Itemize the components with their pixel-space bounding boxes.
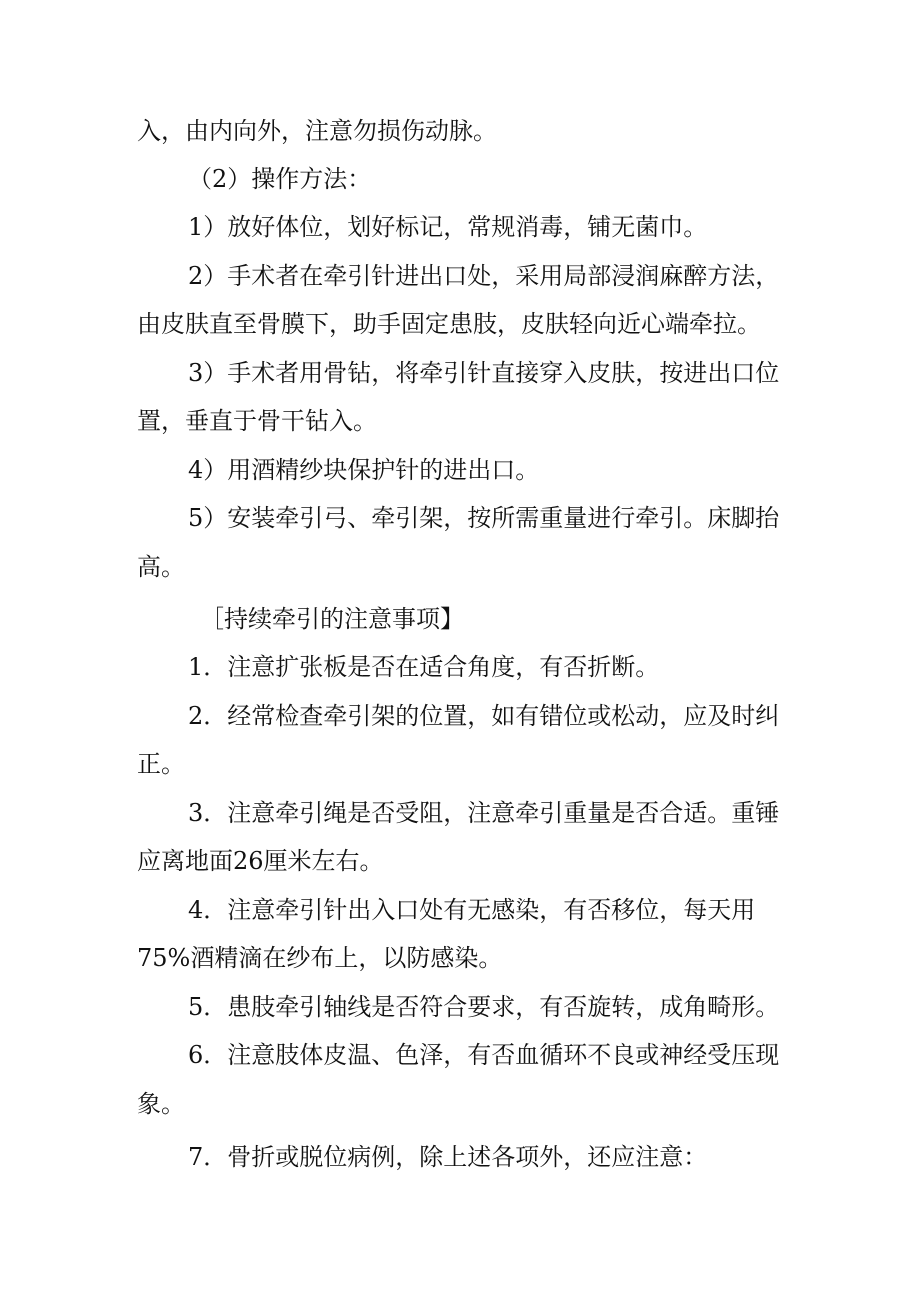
step-5-continued: 高。 [137, 553, 185, 581]
precaution-6-continued: 象。 [137, 1090, 185, 1118]
precaution-4: 4．注意牵引针出入口处有无感染，有否移位，每天用 [188, 896, 756, 924]
precaution-6: 6．注意肢体皮温、色泽，有否血循环不良或神经受压现 [188, 1041, 780, 1069]
section-heading-precautions: ［持续牵引的注意事项】 [200, 605, 464, 633]
precaution-7: 7．骨折或脱位病例，除上述各项外，还应注意： [188, 1143, 708, 1171]
section-heading-operation-method: （2）操作方法： [188, 165, 372, 193]
step-2: 2）手术者在牵引针进出口处，采用局部浸润麻醉方法， [188, 262, 780, 290]
precaution-3: 3．注意牵引绳是否受阻，注意牵引重量是否合适。重锤 [188, 799, 780, 827]
step-2-continued: 由皮肤直至骨膜下，助手固定患肢，皮肤轻向近心端牵拉。 [137, 310, 761, 338]
precaution-3-continued: 应离地面26厘米左右。 [137, 847, 384, 875]
precaution-2: 2．经常检查牵引架的位置，如有错位或松动，应及时纠 [188, 702, 780, 730]
step-5: 5）安装牵引弓、牵引架，按所需重量进行牵引。床脚抬 [188, 504, 780, 532]
precaution-5: 5．患肢牵引轴线是否符合要求，有否旋转，成角畸形。 [188, 993, 780, 1021]
step-4: 4）用酒精纱块保护针的进出口。 [188, 456, 540, 484]
step-3-continued: 置，垂直于骨干钻入。 [137, 407, 377, 435]
precaution-4-continued: 75%酒精滴在纱布上，以防感染。 [137, 944, 503, 972]
step-3: 3）手术者用骨钻，将牵引针直接穿入皮肤，按进出口位 [188, 359, 780, 387]
text-line-continuation: 入，由内向外，注意勿损伤动脉。 [137, 117, 497, 145]
step-1: 1）放好体位，划好标记，常规消毒，铺无菌巾。 [188, 213, 708, 241]
precaution-1: 1．注意扩张板是否在适合角度，有否折断。 [188, 653, 660, 681]
precaution-2-continued: 正。 [137, 750, 185, 778]
